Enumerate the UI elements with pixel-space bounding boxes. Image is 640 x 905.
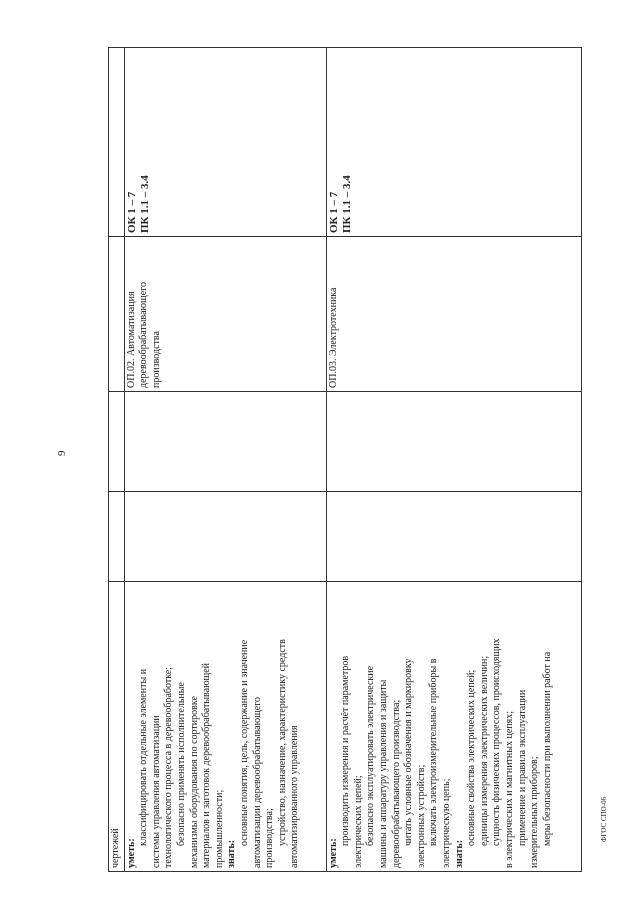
empty-cell <box>326 492 581 582</box>
skill-line: машины и аппаратуру управления и защиты <box>377 679 389 868</box>
knowledge-line: единицы измерения электрических величин; <box>478 655 490 846</box>
empty-cell <box>124 492 326 582</box>
umet-label: уметь: <box>327 838 339 868</box>
table-row <box>109 48 125 872</box>
knowledge-line: в электрических и магнитных цепях; <box>503 710 515 868</box>
knowledge-line: сущность физических процессов, происходящих <box>491 638 503 846</box>
table-row <box>326 48 581 872</box>
empty-cell <box>326 392 581 492</box>
empty-cell <box>109 492 125 582</box>
competencies-cell <box>326 48 581 237</box>
znat-label: знать: <box>453 839 465 868</box>
discipline-cell <box>326 237 581 392</box>
skill-line: механизмы оборудования по сортировке <box>188 696 200 868</box>
skills-cell <box>326 582 581 872</box>
skill-line: материалов и заготовок деревообрабатывающей <box>201 662 213 868</box>
discipline-name: ОП.03. Электротехника <box>327 287 339 388</box>
discipline-name: ОП.02. Автоматизация деревообрабатывающего производства <box>125 282 162 388</box>
competencies-cell <box>109 48 125 237</box>
competencies-cell <box>124 48 326 237</box>
skill-line: промышленности; <box>213 789 225 868</box>
knowledge-line: основные свойства электрических цепей; <box>466 669 478 846</box>
knowledge-line: автоматизации деревообрабатывающего <box>251 696 263 868</box>
knowledge-line: устройство, назначение, характеристику средств <box>276 639 288 846</box>
skill-line: производить измерения и расчёт параметров <box>340 655 352 846</box>
competency: ОК 1 – 7 <box>327 191 340 233</box>
knowledge-line: меры безопасности при выполнении работ на <box>541 651 553 846</box>
standard-table-rotated <box>108 48 580 872</box>
table-row <box>124 48 326 872</box>
skill-line: технологического процесса в деревообработке; <box>163 666 175 868</box>
competency: ОК 1 – 7 <box>125 191 138 233</box>
competency: ПК 1.1 – 3.4 <box>138 175 151 233</box>
skill-line: электрическую цепь; <box>440 778 452 868</box>
knowledge-line: производства; <box>264 808 276 868</box>
skill-line: деревообрабатывающего производства; <box>390 699 402 868</box>
skill-line: классифицировать отдельные элементы и <box>138 668 150 846</box>
skill-line: электронных устройств; <box>415 764 427 868</box>
skill-line: безопасно применять исполнительные <box>175 682 187 846</box>
knowledge-line: применение и правила эксплуатации <box>516 689 528 846</box>
skills-cell <box>124 582 326 872</box>
skills-cell <box>109 582 125 872</box>
disciplines-table <box>108 47 582 872</box>
skills-text: чертежей <box>110 828 121 868</box>
skill-line: читать условные обозначения и маркировку <box>403 658 415 846</box>
discipline-cell <box>109 237 125 392</box>
knowledge-line: измерительных приборов; <box>529 756 541 868</box>
umet-label: уметь: <box>125 838 137 868</box>
knowledge-line: автоматизированного управления <box>289 725 301 868</box>
knowledge-line: основные понятия, цель, содержание и значение <box>238 639 250 846</box>
footer-code: ФГОС СПО-06 <box>600 796 608 842</box>
znat-label: знать: <box>226 839 238 868</box>
discipline-cell <box>124 237 326 392</box>
skill-line: безопасно эксплуатировать электрические <box>365 665 377 846</box>
skill-line: электрических цепей; <box>352 775 364 868</box>
competency: ПК 1.1 – 3.4 <box>340 175 353 233</box>
empty-cell <box>124 392 326 492</box>
skill-line: системы управления автоматизации <box>150 715 162 868</box>
empty-cell <box>109 392 125 492</box>
page-number: 9 <box>56 450 68 456</box>
skill-line: включать электроизмерительные приборы в <box>428 658 440 846</box>
